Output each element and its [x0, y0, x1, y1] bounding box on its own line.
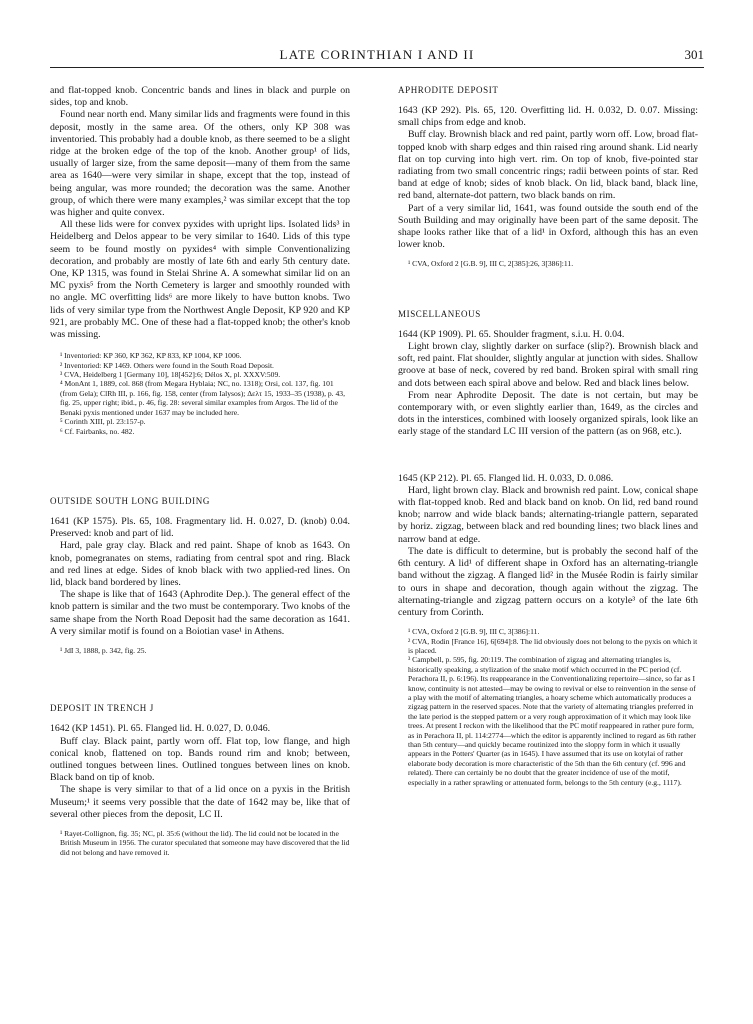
- paragraph: All these lids were for convex pyxides with upright lips. Isolated lids³ in Heidelberg and Delos appear to be very similar to 1640. Lids of this type seem to be found mostly on pyxides⁴ with simple Conventionalizing decoration, and probably are mostly of late 6th and early 5th century date. One, KP 1315, was found in Stelai Shrine A. A somewhat similar lid on an MC pyxis⁵ from the North Cemetery is larger and smoothly rounded with no angle. MC overfitting lids⁶ are more likely to have button knobs. Two lids of very similar type from the Northwest Angle Deposit, KP 920 and KP 921, are probably MC. One of these had a flat-topped knob; the other's knob was missing.: [50, 219, 350, 341]
- paragraph: Light brown clay, slightly darker on surface (slip?). Brownish black and soft, red paint. Flat shoulder, slightly angular at junction with sides. Shallow groove at base of neck, covered by red band. Broken spiral with small ring and dots between each spiral above and below. Red and black lines below.: [398, 341, 698, 389]
- footnotes: [398, 259, 698, 268]
- footnotes: [50, 646, 350, 655]
- footnote: ⁴ MonAnt 1, 1889, col. 868 (from Megara Hyblaia; NC, no. 1318); Orsi, col. 137, fig. 101 (from Gela); ClRh III, p. 166, fig. 158, center (from Ialysos); Δελτ 15, 1933–35 (1938), p. 43, fig. 25, upper right; ibid., p. 46, fig. 28: several similar examples from Argos. The lid of the Benaki pyxis mentioned under 1637 may be included here.: [60, 379, 345, 417]
- right-column: [398, 85, 698, 787]
- footnote: ¹ Rayet-Collignon, fig. 35; NC, pl. 35:6 (without the lid). The lid could not be located in the British Museum in 1956. The curator speculated that someone may have discovered that the lid did not belong and have removed it.: [60, 828, 350, 857]
- paragraph: The shape is very similar to that of a lid once on a pyxis in the British Museum;¹ it seems very possible that the date of 1642 may be, like that of several other pieces from the deposit, LC II.: [50, 784, 350, 820]
- footnotes: [50, 351, 350, 436]
- catalogue-entry: 1642 (KP 1451). Pl. 65. Flanged lid. H. 0.027, D. 0.046.: [50, 723, 271, 735]
- paragraph: Hard, pale gray clay. Black and red paint. Shape of knob as 1643. On knob, pomegranates on stems, radiating from central spot and ring. Black and red lines at edge. Sides of knob black with two applied-red lines. On lid, black band bordered by lines.: [50, 540, 350, 588]
- paragraph: Hard, light brown clay. Black and brownish red paint. Low, conical shape with flat-topped knob. Red and black band on knob. On lid, red band round knob; narrow and wide black bands; alternating-triangle pattern, separated by horiz. zigzag, between black and red bounding lines; two black lines and narrow band at edge.: [398, 484, 698, 545]
- section-heading: APHRODITE DEPOSIT: [398, 85, 499, 95]
- paragraph: From near Aphrodite Deposit. The date is not certain, but may be contemporary with, or even slightly earlier than, 1649, as the circles and dots in the interstices, combined with loosely organized spirals, look like an early stage of the standard LC III version of the pattern (as on 968, etc.).: [398, 389, 698, 438]
- paragraph: Buff clay. Black paint, partly worn off. Flat top, low flange, and high conical knob, flattened on top. Bands round rim and knob; between, outlined tongues between lines. Outlined tongues between lines on knob. Black band on tip of knob.: [50, 735, 350, 784]
- running-title: LATE CORINTHIAN I AND II: [279, 47, 475, 62]
- paragraph: Part of a very similar lid, 1641, was found outside the south end of the South Building and may originally have been part of the same deposit. The shape looks rather like that of a lid¹ in Oxford, although this has an even lower knob.: [398, 202, 698, 251]
- paragraph: The date is difficult to determine, but is probably the second half of the 6th century. A lid¹ of different shape in Oxford has an alternating-triangle band without the zigzag. A flanged lid² in the Musée Rodin is fairly similar to ours in shape and decoration, though again without the zigzag. The alternating-triangle and zigzag pattern occurs on a kotyle³ of the late 6th century from Corinth.: [398, 545, 698, 618]
- paragraph: and flat-topped knob. Concentric bands and lines in black and purple on sides, top and knob.: [50, 85, 350, 109]
- footnote: ¹ CVA, Oxford 2 [G.B. 9], III C, 2[385]:26, 3[386]:11.: [408, 259, 574, 269]
- paragraph: The shape is like that of 1643 (Aphrodite Dep.). The general effect of the knob pattern is similar and the two must be contemporary. Two knobs of the same shape from the North Road Deposit had the same decoration as 1641. A very similar motif is found on a Boiotian vase¹ in Athens.: [50, 589, 350, 637]
- section-heading: MISCELLANEOUS: [398, 308, 481, 319]
- catalogue-entry: 1643 (KP 292). Pls. 65, 120. Overfitting lid. H. 0.032, D. 0.07. Missing: small chips from edge and knob.: [398, 105, 698, 129]
- footnotes: [50, 829, 350, 857]
- section-heading: OUTSIDE SOUTH LONG BUILDING: [50, 495, 210, 506]
- footnotes: [398, 627, 698, 787]
- paragraph: Found near north end. Many similar lids and fragments were found in this deposit, mostly in the same area. Of the others, only KP 308 was inventoried. This probably had a double knob, as there seemed to be a slight ridge at the broken edge of the top of the knob. Another group¹ of lids, usually of larger size, from the same deposit—many of them from the same area as 1640—were very similar in shape, except that the top, instead of being angular, was more rounded; the decoration was the same. Another group, of which there were many examples,² was similar except that the top was higher and quite convex.: [50, 109, 350, 219]
- footnote: ⁶ Cf. Fairbanks, no. 482.: [60, 426, 135, 436]
- footnote: ² Inventoried: KP 1469. Others were found in the South Road Deposit.: [60, 360, 274, 370]
- footnote: ¹ JdI 3, 1888, p. 342, fig. 25.: [60, 645, 147, 655]
- footnote: ¹ Inventoried: KP 360, KP 362, KP 833, KP 1004, KP 1006.: [60, 351, 242, 361]
- section-heading: DEPOSIT IN TRENCH J: [50, 703, 154, 714]
- footnote: ³ CVA, Heidelberg 1 [Germany 10], 18[452]:6; Délos X, pl. XXXV:509.: [60, 370, 281, 380]
- footnote: ² CVA, Rodin [France 16], 6[694]:8. The lid obviously does not belong to the pyxis on which it is placed.: [408, 636, 698, 655]
- page-header: [50, 47, 704, 68]
- paragraph: Buff clay. Brownish black and red paint, partly worn off. Low, broad flat-topped knob with sharp edges and thin raised ring around shank. Lid nearly flat on top curving into high vert. rim. On top of knob, five-pointed star radiating from two small concentric rings; radii between points of star. Red band at edge of knob; sides of knob black. On lid, black band, black line, red band, alternate-dot pattern, two black bands on rim.: [398, 129, 698, 202]
- footnote: ⁵ Corinth XIII, pl. 23:157-p.: [60, 417, 146, 427]
- catalogue-entry: 1644 (KP 1909). Pl. 65. Shoulder fragment, s.i.u. H. 0.04.: [398, 328, 625, 340]
- left-column: [50, 85, 350, 857]
- page-number: 301: [684, 47, 704, 62]
- catalogue-entry: 1645 (KP 212). Pl. 65. Flanged lid. H. 0.033, D. 0.086.: [398, 472, 614, 484]
- catalogue-entry: 1641 (KP 1575). Pls. 65, 108. Fragmentary lid. H. 0.027, D. (knob) 0.04. Preserved: knob and part of lid.: [50, 515, 350, 540]
- footnote: ³ Campbell, p. 595, fig. 20:119. The combination of zigzag and alternating triangles is, historically speaking, a stylization of the snake motif which occurred in the PC period (cf. Perachora II, p. 6:196). Its reappearance in the Conventionalizing repertoire—since, so far as I know, continuity is not attested—may be owing to revival or else to reinvention in the sense of a play with the motif of alternating triangles, a hoary scheme which automatically produces a zigzag pattern in the reserved spaces. Note that the variety of alternating triangles preferred in the late period is the stepped pattern or a very rough approximation of it which may look like trees. At present I reckon with the likelihood that the PC motif reappeared in rather pure form, as in Perachora II, pl. 114:2774—which the editor is apparently inclined to regard as 6th rather than 5th century—and quickly became routinized into the sloppy form in which it usually appears in the Potters' Quarter (as in 1645). I have assumed that its use on kotylai of rather elaborate body decoration is more characteristic of the 5th than the 6th century (cf. 996 and related). There can certainly be no doubt that the greater incidence of use of the motif, especially in a rather sprawling or attenuated form, belongs to the 5th century (e.g., 1117).: [408, 655, 696, 787]
- footnote: ¹ CVA, Oxford 2 [G.B. 9], III C, 3[386]:11.: [408, 627, 540, 637]
